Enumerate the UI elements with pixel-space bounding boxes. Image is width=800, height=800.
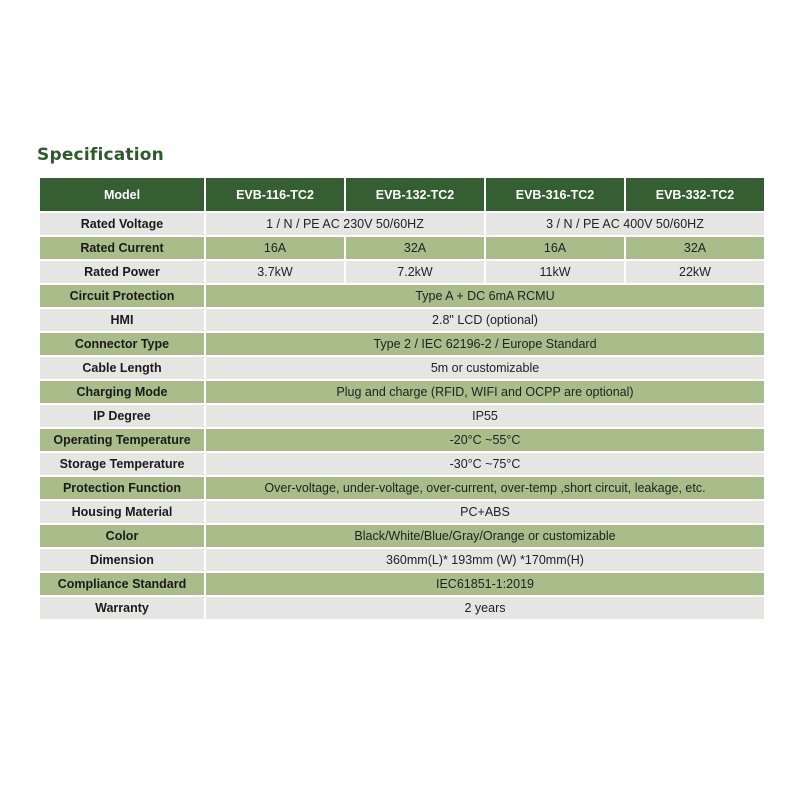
row-label-warranty: Warranty (39, 596, 205, 620)
row-label-rated-power: Rated Power (39, 260, 205, 284)
rated-power-cell: 3.7kW (205, 260, 345, 284)
header-model: Model (39, 177, 205, 212)
row-label-circuit-protection: Circuit Protection (39, 284, 205, 308)
row-label-cable-length: Cable Length (39, 356, 205, 380)
row-label-color: Color (39, 524, 205, 548)
operating-temperature-value: -20°C ~55°C (205, 428, 765, 452)
table-row (39, 236, 765, 260)
table-row (39, 308, 765, 332)
rated-voltage-three-phase: 3 / N / PE AC 400V 50/60HZ (485, 212, 765, 236)
cable-length-value: 5m or customizable (205, 356, 765, 380)
dimension-value: 360mm(L)* 193mm (W) *170mm(H) (205, 548, 765, 572)
rated-power-cell: 22kW (625, 260, 765, 284)
warranty-value: 2 years (205, 596, 765, 620)
ip-degree-value: IP55 (205, 404, 765, 428)
table-row (39, 548, 765, 572)
table-row (39, 500, 765, 524)
header-evb-132-tc2: EVB-132-TC2 (345, 177, 485, 212)
table-row (39, 332, 765, 356)
row-label-charging-mode: Charging Mode (39, 380, 205, 404)
table-row (39, 260, 765, 284)
table-header-row (39, 177, 765, 212)
row-label-hmi: HMI (39, 308, 205, 332)
header-evb-116-tc2: EVB-116-TC2 (205, 177, 345, 212)
row-label-rated-current: Rated Current (39, 236, 205, 260)
table-row (39, 524, 765, 548)
rated-current-cell: 32A (345, 236, 485, 260)
rated-current-cell: 32A (625, 236, 765, 260)
specification-table (38, 176, 766, 621)
row-label-rated-voltage: Rated Voltage (39, 212, 205, 236)
row-label-protection-function: Protection Function (39, 476, 205, 500)
header-evb-332-tc2: EVB-332-TC2 (625, 177, 765, 212)
row-label-dimension: Dimension (39, 548, 205, 572)
table-row (39, 428, 765, 452)
table-row (39, 404, 765, 428)
protection-function-value: Over-voltage, under-voltage, over-current, over-temp ,short circuit, leakage, etc. (205, 476, 765, 500)
circuit-protection-value: Type A + DC 6mA RCMU (205, 284, 765, 308)
table-row (39, 380, 765, 404)
table-row (39, 452, 765, 476)
row-label-ip-degree: IP Degree (39, 404, 205, 428)
connector-type-value: Type 2 / IEC 62196-2 / Europe Standard (205, 332, 765, 356)
page-title: Specification (37, 145, 164, 165)
row-label-operating-temperature: Operating Temperature (39, 428, 205, 452)
rated-power-cell: 7.2kW (345, 260, 485, 284)
charging-mode-value: Plug and charge (RFID, WIFI and OCPP are optional) (205, 380, 765, 404)
housing-material-value: PC+ABS (205, 500, 765, 524)
hmi-value: 2.8" LCD (optional) (205, 308, 765, 332)
compliance-standard-value: IEC61851-1:2019 (205, 572, 765, 596)
color-value: Black/White/Blue/Gray/Orange or customizable (205, 524, 765, 548)
rated-voltage-single-phase: 1 / N / PE AC 230V 50/60HZ (205, 212, 485, 236)
rated-power-cell: 11kW (485, 260, 625, 284)
table-row (39, 572, 765, 596)
table-row (39, 596, 765, 620)
row-label-compliance-standard: Compliance Standard (39, 572, 205, 596)
table-row (39, 356, 765, 380)
row-label-storage-temperature: Storage Temperature (39, 452, 205, 476)
header-evb-316-tc2: EVB-316-TC2 (485, 177, 625, 212)
storage-temperature-value: -30°C ~75°C (205, 452, 765, 476)
table-row (39, 476, 765, 500)
row-label-connector-type: Connector Type (39, 332, 205, 356)
rated-current-cell: 16A (485, 236, 625, 260)
table-row (39, 212, 765, 236)
row-label-housing-material: Housing Material (39, 500, 205, 524)
rated-current-cell: 16A (205, 236, 345, 260)
table-row (39, 284, 765, 308)
